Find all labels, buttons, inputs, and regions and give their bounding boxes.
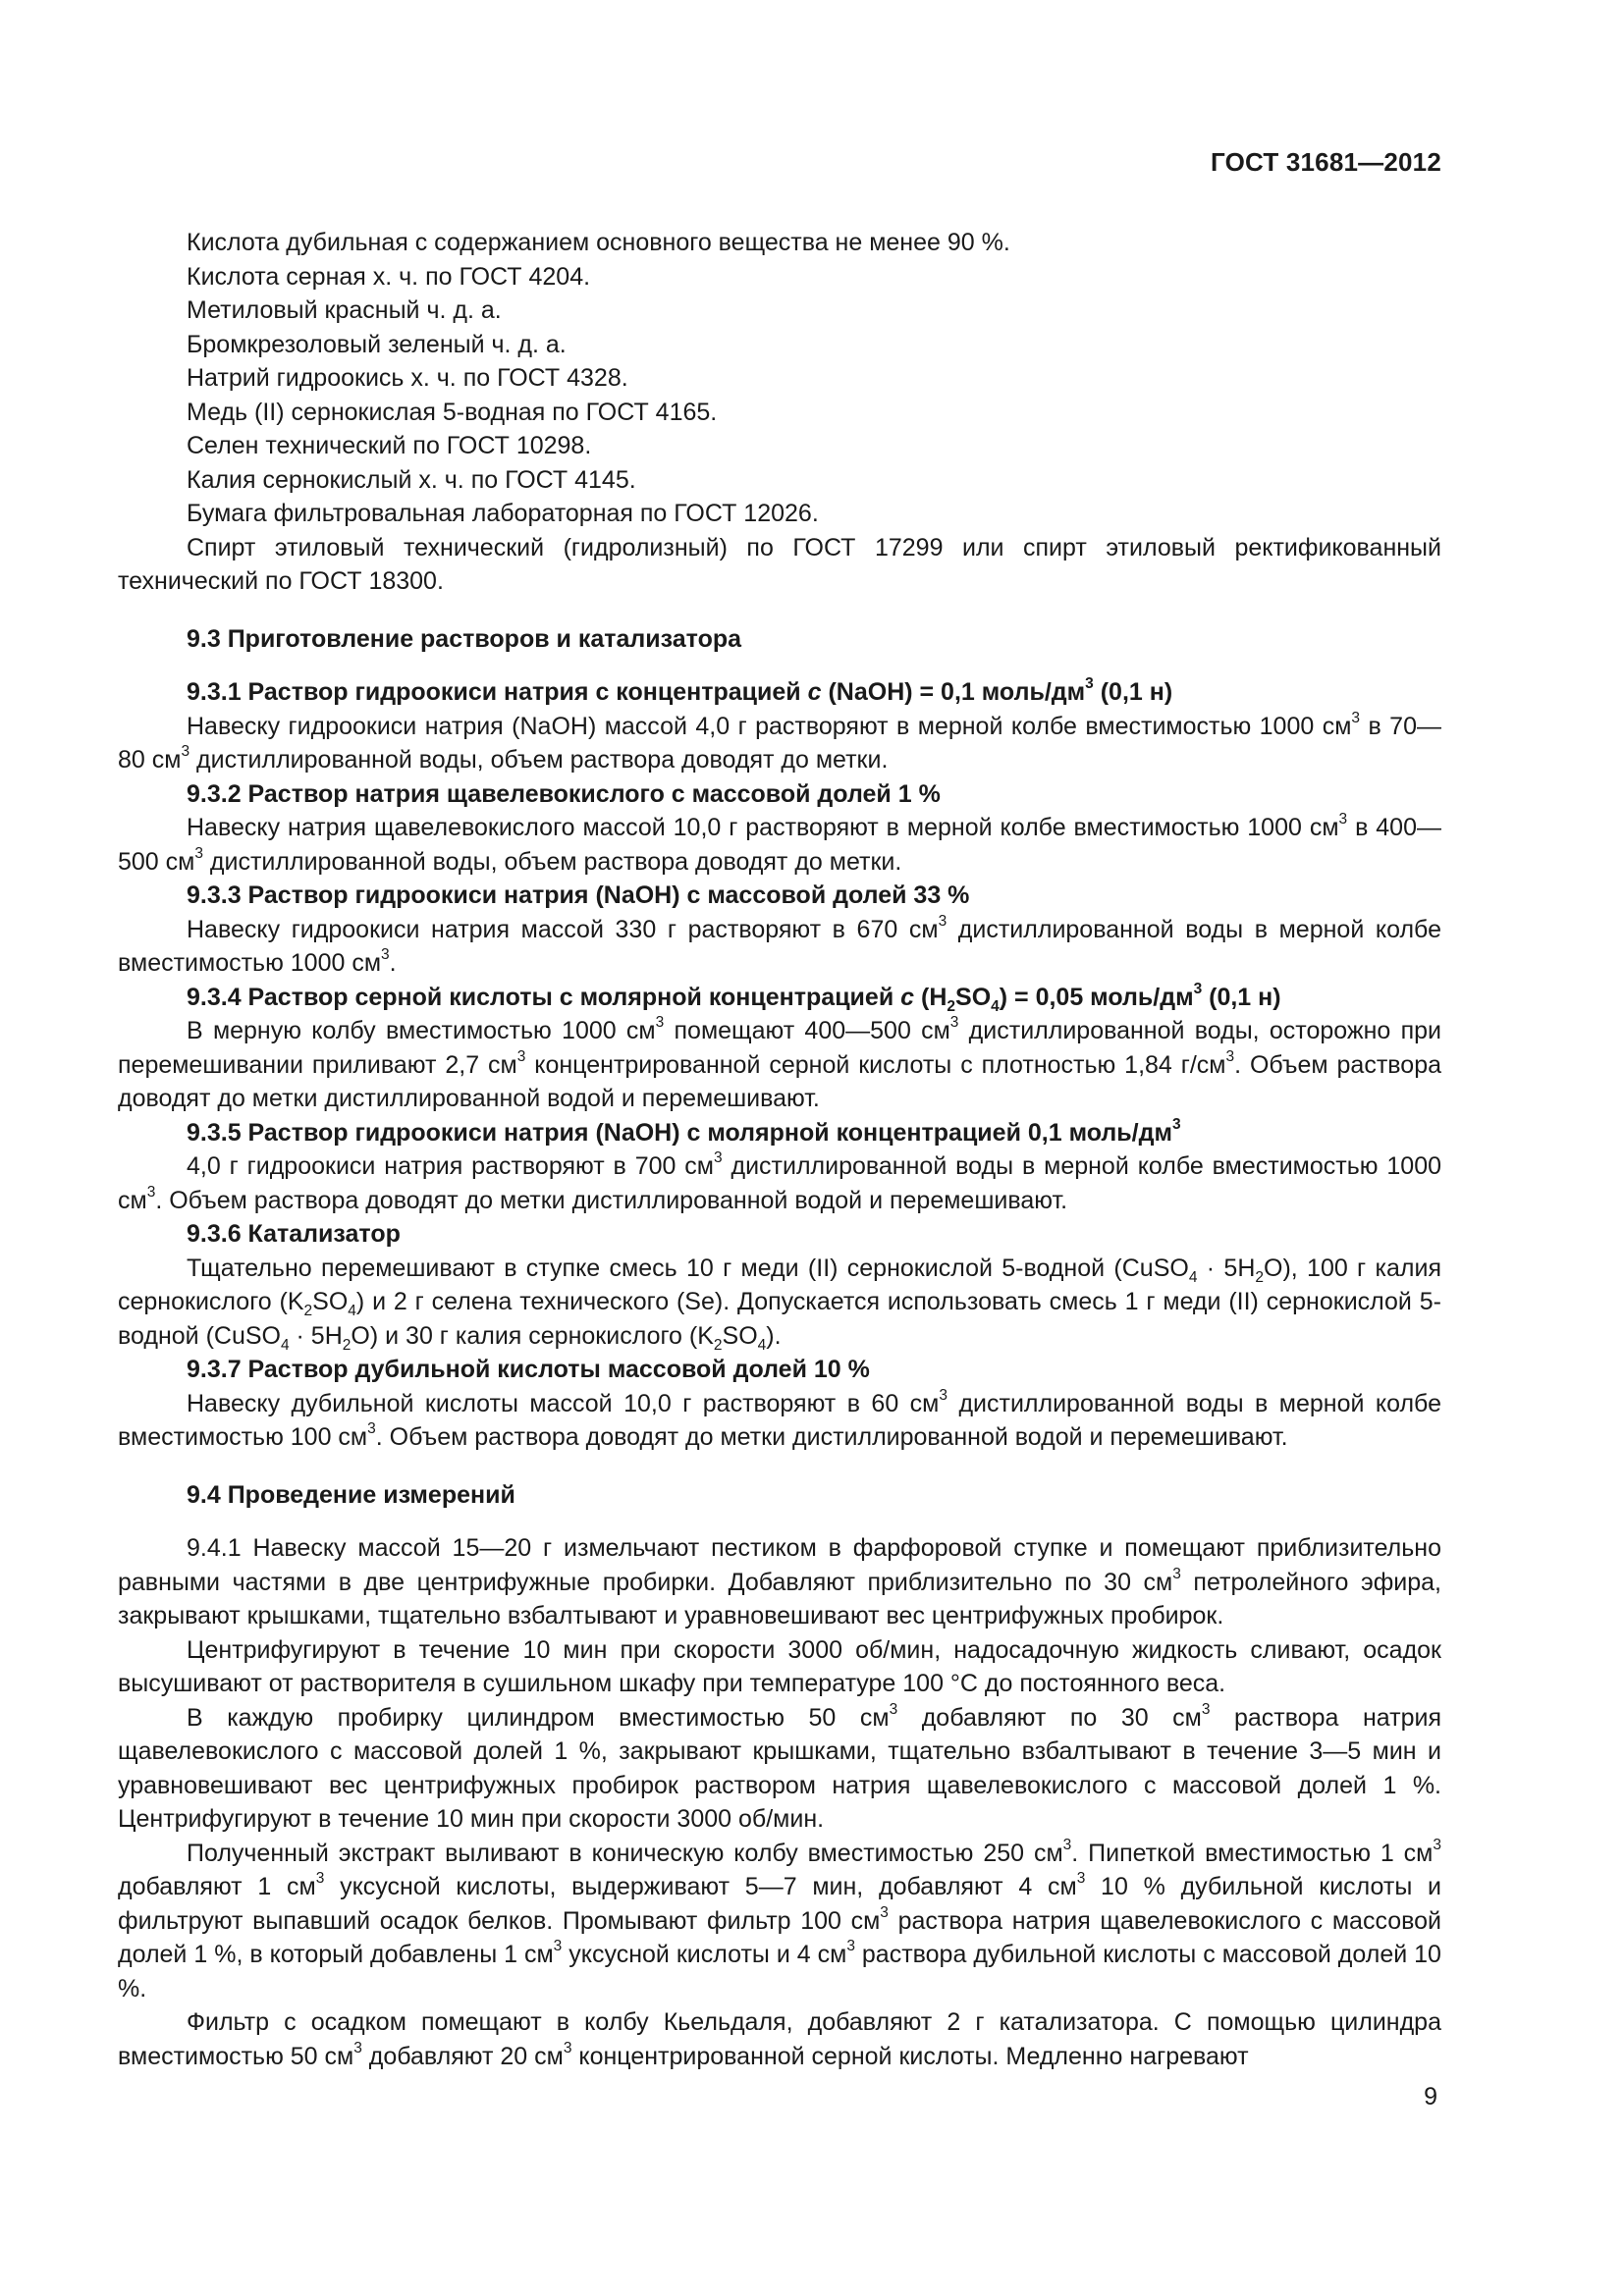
document-header: ГОСТ 31681—2012 <box>1211 147 1441 177</box>
list-item: Медь (II) сернокислая 5-водная по ГОСТ 4165. <box>187 398 718 426</box>
paragraph-kjeldahl: Фильтр с осадком помещают в колбу Кьельдаля, добавляют 2 г катализатора. С помощью цилиндра вместимостью 50 $см^3$ добавляют 20 $см^3$ концентрированной серной кислоты. Медленно нагревают <box>118 2008 1441 2070</box>
alcohol-paragraph: Спирт этиловый технический (гидролизный) по ГОСТ 17299 или спирт этиловый ректификованный технический по ГОСТ 18300. <box>118 533 1441 595</box>
subsection-body-9-3-4: В мерную колбу вместимостью 1000 $см^3$ помещают 400—500 $см^3$ дистиллированной воды, осторожно при перемешивании приливают 2,7 $см^3$ концентрированной серной кислоты с плотностью 1,84 $г/см^3$. Объем раствора доводят до метки дистиллированной водой и перемешивают. <box>118 1014 1441 1112</box>
subsection-body-9-3-3: Навеску гидроокиси натрия массой 330 г растворяют в 670 $см^3$ дистиллированной воды в мерной колбе вместимостью 1000 $см^3$. <box>118 912 1441 977</box>
list-item: Натрий гидроокись х. ч. по ГОСТ 4328. <box>187 364 628 392</box>
list-item: Бромкрезоловый зеленый ч. д. а. <box>187 330 567 358</box>
subsection-heading-9-3-7: 9.3.7 Раствор дубильной кислоты массовой долей 10 % <box>187 1356 870 1383</box>
subsection-body-9-3-2: Навеску натрия щавелевокислого массой 10,0 г растворяют в мерной колбе вместимостью 1000 $см^3$ в 400—500 $см^3$ дистиллированной воды, объем раствора доводят до метки. <box>118 811 1441 876</box>
subsection-heading-9-3-3: 9.3.3 Раствор гидроокиси натрия (NaOH) с массовой долей 33 % <box>187 881 970 909</box>
paragraph-oxalate: В каждую пробирку цилиндром вместимостью 50 $см^3$ добавляют по 30 $см^3$ раствора натрия щавелевокислого с массовой долей 1 %, закрывают крышками, тщательно взбалтывают в течение 3—5 мин и уравновешивают вес центрифужных пробирок раствором натрия щавелевокислого с массовой долей 1 %. Центрифугируют в течение 10 мин при скорости 3000 об/мин. <box>118 1700 1441 1833</box>
subsection-heading-9-3-6: 9.3.6 Катализатор <box>187 1220 401 1248</box>
materials-list <box>118 226 1441 531</box>
paragraph-extract: Полученный экстракт выливают в коническую колбу вместимостью 250 $см^3$. Пипеткой вместимостью 1 $см^3$ добавляют 1 $см^3$ уксусной кислоты, выдерживают 5—7 мин, добавляют 4 $см^3$ 10 % дубильной кислоты и фильтруют выпавший осадок белков. Промывают фильтр 100 $см^3$ раствора натрия щавелевокислого с массовой долей 1 %, в который добавлены 1 $см^3$ уксусной кислоты и 4 $см^3$ раствора дубильной кислоты с массовой долей 10 %. <box>118 1836 1442 2002</box>
section-heading-9-3: 9.3 Приготовление растворов и катализатора <box>187 624 742 653</box>
page-number: 9 <box>1424 2083 1437 2110</box>
subsection-body-9-3-6: Тщательно перемешивают в ступке смесь 10 г меди (II) сернокислой 5-водной (CuSO$_4$ · $5H_2O$), 100 г калия сернокислого $(K_2SO_4)$ и 2 г селена технического (Se). Допускается использовать смесь 1 г меди (II) сернокислой 5-водной (CuSO$_4$ · $5H_2O$) и 30 г калия сернокислого $(K_2SO_4)$. <box>118 1254 1441 1354</box>
list-item: Бумага фильтровальная лабораторная по ГОСТ 12026. <box>187 500 819 527</box>
paragraph-centrifuge: Центрифугируют в течение 10 мин при скорости 3000 об/мин, надосадочную жидкость сливают, осадок высушивают от растворителя в сушильном шкафу при температуре 100 °С до постоянного веса. <box>118 1635 1441 1697</box>
paragraph-9-4-1: 9.4.1 Навеску массой 15—20 г измельчают пестиком в фарфоровой ступке и помещают приблизительно равными частями в две центрифужные пробирки. Добавляют приблизительно по 30 $см^3$ петролейного эфира, закрывают крышками, тщательно взбалтывают и уравновешивают вес центрифужных пробирок. <box>118 1534 1441 1629</box>
list-item: Метиловый красный ч. д. а. <box>187 296 502 324</box>
document-body <box>118 226 1441 2073</box>
list-item: Кислота серная х. ч. по ГОСТ 4204. <box>187 262 591 291</box>
list-item: Калия сернокислый х. ч. по ГОСТ 4145. <box>187 465 636 494</box>
subsection-heading-9-3-2: 9.3.2 Раствор натрия щавелевокислого с массовой долей 1 % <box>187 779 941 808</box>
list-item: Селен технический по ГОСТ 10298. <box>187 432 592 459</box>
subsection-heading-9-3-1: 9.3.1 Раствор гидроокиси натрия с концентрацией c (NaOH) = 0,1 моль/$дм^3$ (0,1 н) <box>187 675 1173 706</box>
subsection-heading-9-3-4: 9.3.4 Раствор серной кислоты с молярной концентрацией c $(H_2SO_4) = 0,05$ моль/$дм^3$ (0,1 н) <box>187 980 1281 1015</box>
subsection-body-9-3-7: Навеску дубильной кислоты массой 10,0 г растворяют в 60 $см^3$ дистиллированной воды в мерной колбе вместимостью 100 $см^3$. Объем раствора доводят до метки дистиллированной водой и перемешивают. <box>118 1386 1442 1451</box>
list-item: Кислота дубильная с содержанием основного вещества не менее 90 %. <box>187 229 1010 256</box>
section-heading-9-4: 9.4 Проведение измерений <box>187 1480 515 1509</box>
subsection-body-9-3-5: 4,0 г гидроокиси натрия растворяют в 700 $см^3$ дистиллированной воды в мерной колбе вместимостью 1000 $см^3$. Объем раствора доводят до метки дистиллированной водой и перемешивают. <box>118 1149 1441 1214</box>
subsection-body-9-3-1: Навеску гидроокиси натрия (NaOH) массой 4,0 г растворяют в мерной колбе вместимостью 1000 $см^3$ в 70—80 $см^3$ дистиллированной воды, объем раствора доводят до метки. <box>118 709 1441 774</box>
subsection-heading-9-3-5: 9.3.5 Раствор гидроокиси натрия (NaOH) с молярной концентрацией 0,1 моль/$дм^3$ <box>187 1115 1181 1147</box>
